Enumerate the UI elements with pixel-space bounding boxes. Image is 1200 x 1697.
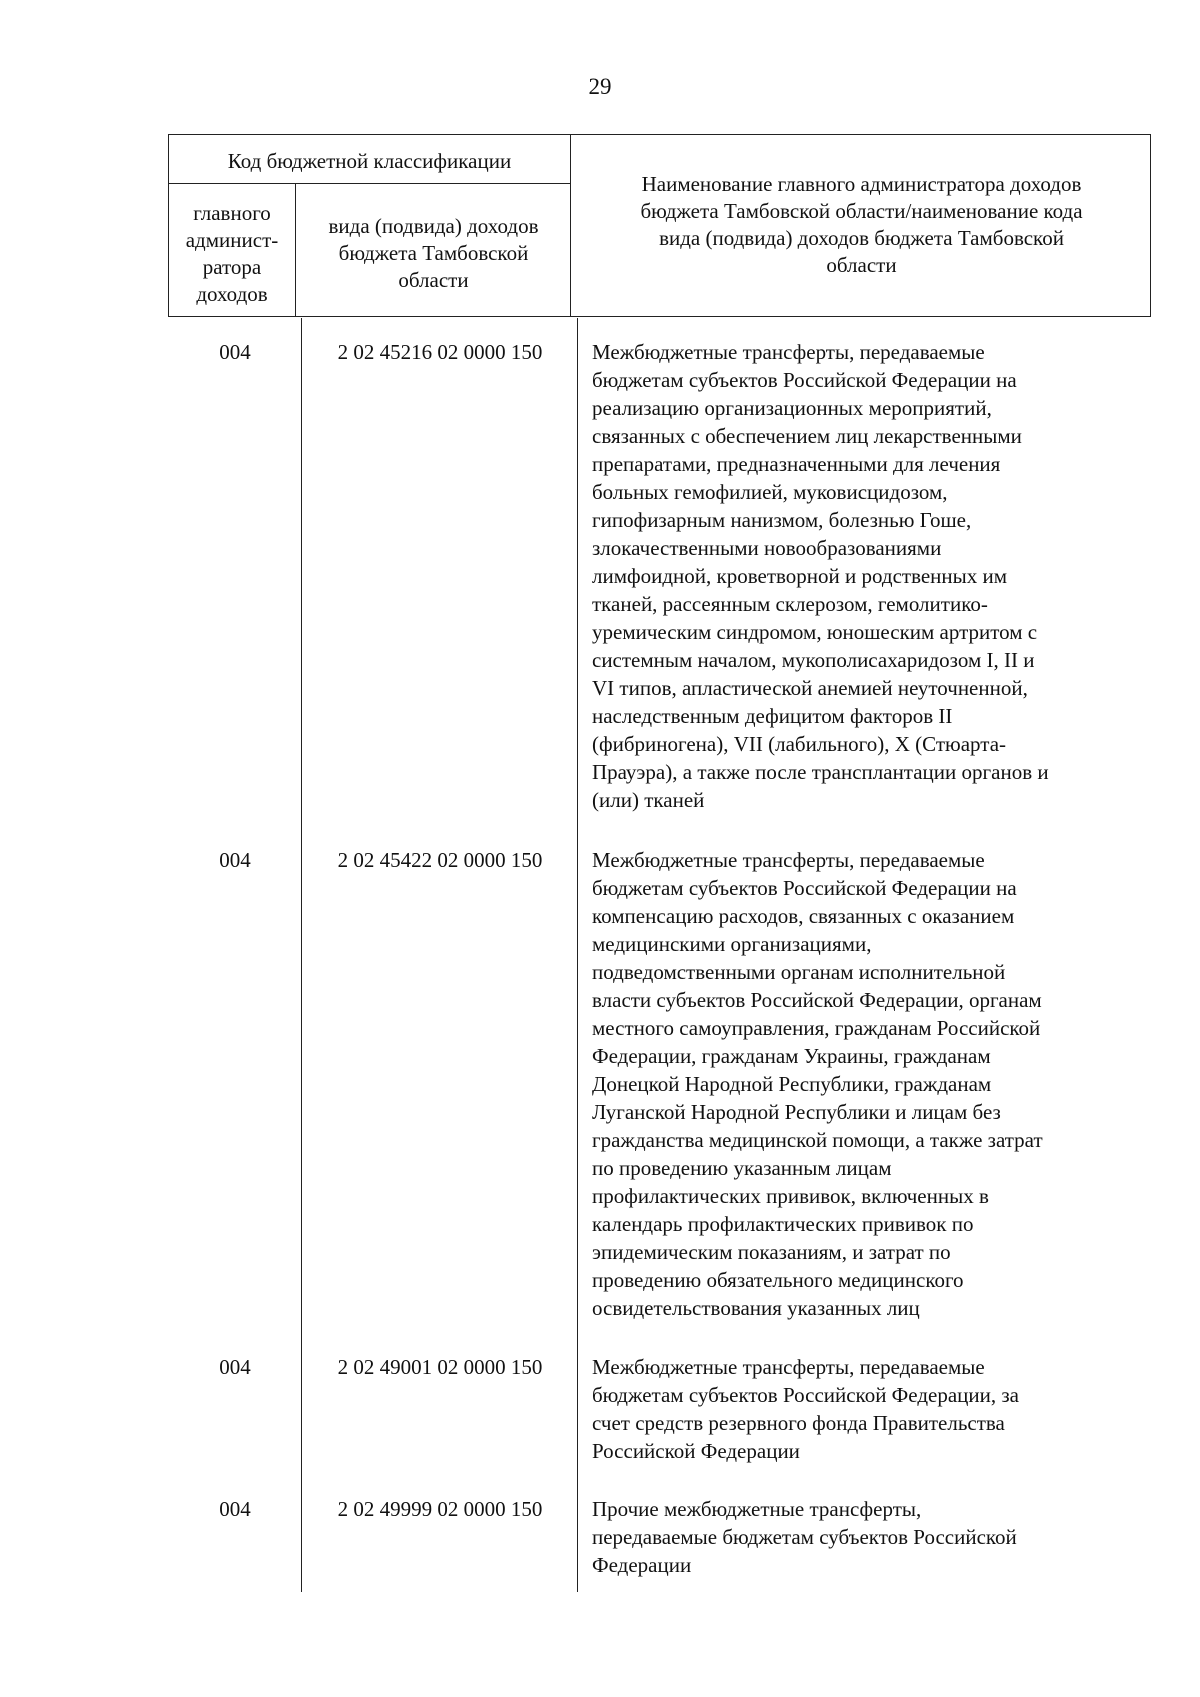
- name-line: реализацию организационных мероприятий,: [592, 396, 992, 420]
- name-line: власти субъектов Российской Федерации, органам: [592, 988, 1042, 1012]
- header-admin-line: админист-: [185, 228, 279, 252]
- name-line: гражданства медицинской помощи, а также затрат: [592, 1128, 1043, 1152]
- name-line: тканей, рассеянным склерозом, гемолитико-: [592, 592, 988, 616]
- name-line: бюджетам субъектов Российской Федерации, за: [592, 1383, 1019, 1407]
- name-line: бюджетам субъектов Российской Федерации на: [592, 368, 1017, 392]
- name-line: VI типов, апластической анемией неуточненной,: [592, 676, 1028, 700]
- column-divider: [577, 318, 578, 1592]
- column-divider: [301, 318, 302, 1592]
- name-line: подведомственными органам исполнительной: [592, 960, 1006, 984]
- income-code-cell: 2 02 49999 02 0000 150: [337, 1497, 543, 1521]
- name-line: медицинскими организациями,: [592, 932, 872, 956]
- header-name-column: [574, 171, 1149, 279]
- name-line: Федерации: [592, 1553, 692, 1577]
- name-line: компенсацию расходов, связанных с оказанием: [592, 904, 1015, 928]
- name-line: Прауэра), а также после трансплантации органов и: [592, 760, 1049, 784]
- header-name-line: области: [826, 253, 897, 277]
- name-line: Межбюджетные трансферты, передаваемые: [592, 848, 985, 872]
- admin-code-cell: 004: [219, 848, 251, 872]
- name-line: счет средств резервного фонда Правительства: [592, 1411, 1005, 1435]
- name-line: эпидемическим показаниям, и затрат по: [592, 1240, 951, 1264]
- header-admin-line: доходов: [196, 282, 268, 306]
- name-line: злокачественными новообразованиями: [592, 536, 942, 560]
- header-divider: [295, 183, 296, 317]
- income-code-cell: 2 02 49001 02 0000 150: [337, 1355, 543, 1379]
- name-line: Межбюджетные трансферты, передаваемые: [592, 1355, 985, 1379]
- header-divider: [168, 183, 571, 184]
- name-line: Донецкой Народной Республики, гражданам: [592, 1072, 992, 1096]
- header-name-line: Наименование главного администратора доходов: [641, 172, 1082, 196]
- name-line: освидетельствования указанных лиц: [592, 1296, 920, 1320]
- name-line: Федерации, гражданам Украины, гражданам: [592, 1044, 991, 1068]
- income-code-cell: 2 02 45216 02 0000 150: [337, 340, 543, 364]
- header-vid-column: [298, 213, 569, 294]
- admin-code-cell: 004: [219, 1497, 251, 1521]
- admin-code-cell: 004: [219, 1355, 251, 1379]
- admin-code-cell: 004: [219, 340, 251, 364]
- name-line: по проведению указанным лицам: [592, 1156, 892, 1180]
- name-line: лимфоидной, кроветворной и родственных им: [592, 564, 1008, 588]
- name-line: Российской Федерации: [592, 1439, 800, 1463]
- page-number: 29: [588, 74, 612, 99]
- header-vid-line: вида (подвида) доходов: [328, 214, 539, 238]
- header-vid-line: бюджета Тамбовской: [338, 241, 529, 265]
- name-line: связанных с обеспечением лиц лекарственными: [592, 424, 1022, 448]
- header-admin-line: главного: [193, 201, 271, 225]
- name-line: Прочие межбюджетные трансферты,: [592, 1497, 922, 1521]
- header-admin-line: ратора: [202, 255, 262, 279]
- header-kbk-title: Код бюджетной классификации: [227, 149, 512, 173]
- name-line: препаратами, предназначенными для лечения: [592, 452, 1001, 476]
- name-line: больных гемофилией, муковисцидозом,: [592, 480, 948, 504]
- header-vid-line: области: [398, 268, 469, 292]
- income-name-cell: [592, 338, 1158, 814]
- name-line: местного самоуправления, гражданам Российской: [592, 1016, 1041, 1040]
- income-name-cell: [592, 846, 1158, 1322]
- name-line: профилактических прививок, включенных в: [592, 1184, 989, 1208]
- name-line: (или) тканей: [592, 788, 705, 812]
- name-line: Межбюджетные трансферты, передаваемые: [592, 340, 985, 364]
- header-name-line: вида (подвида) доходов бюджета Тамбовской: [659, 226, 1064, 250]
- income-code-cell: 2 02 45422 02 0000 150: [337, 848, 543, 872]
- header-divider: [570, 134, 571, 317]
- header-name-line: бюджета Тамбовской области/наименование кода: [640, 199, 1083, 223]
- name-line: наследственным дефицитом факторов II: [592, 704, 953, 728]
- name-line: передаваемые бюджетам субъектов Российской: [592, 1525, 1017, 1549]
- income-name-cell: [592, 1353, 1158, 1465]
- name-line: календарь профилактических прививок по: [592, 1212, 974, 1236]
- header-admin-column: [170, 200, 294, 308]
- name-line: Луганской Народной Республики и лицам без: [592, 1100, 1001, 1124]
- income-name-cell: [592, 1495, 1158, 1579]
- name-line: бюджетам субъектов Российской Федерации на: [592, 876, 1017, 900]
- name-line: (фибриногена), VII (лабильного), X (Стюарта-: [592, 732, 1007, 756]
- name-line: системным началом, мукополисахаридозом I, II и: [592, 648, 1035, 672]
- name-line: гипофизарным нанизмом, болезнью Гоше,: [592, 508, 972, 532]
- name-line: проведению обязательного медицинского: [592, 1268, 964, 1292]
- name-line: уремическим синдромом, юношеским артритом с: [592, 620, 1038, 644]
